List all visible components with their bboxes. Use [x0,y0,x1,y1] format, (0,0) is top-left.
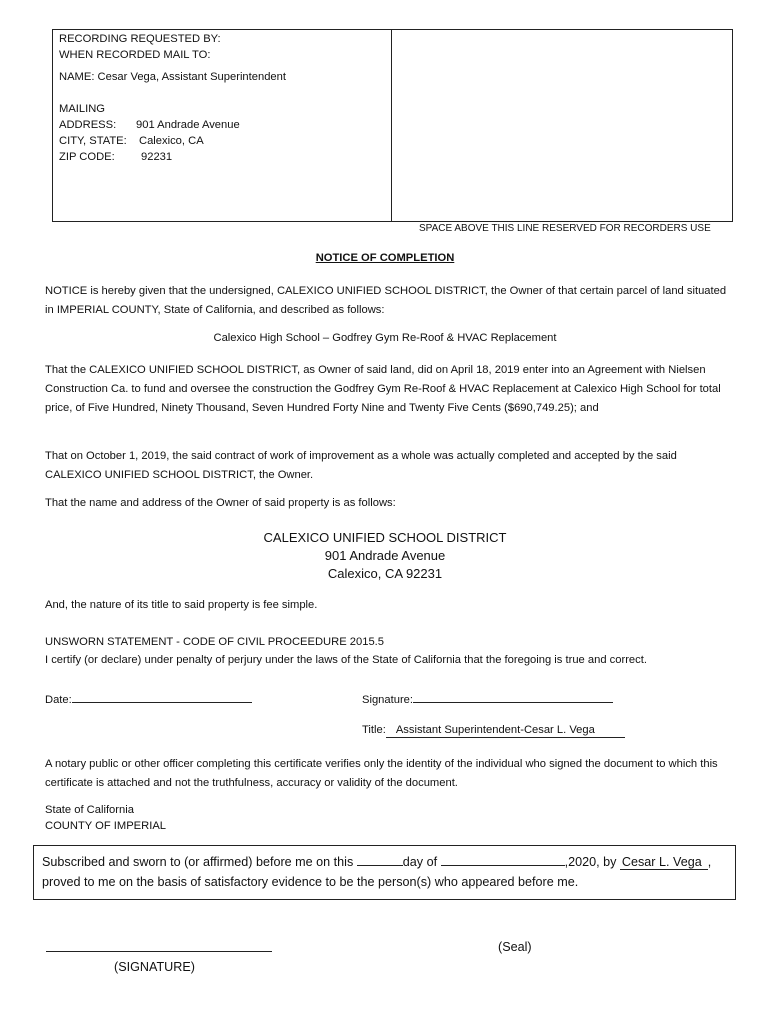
day-blank[interactable] [357,852,403,866]
notary-signature-line[interactable] [46,951,272,952]
date-field[interactable] [45,690,252,706]
date-blank[interactable] [72,690,252,703]
certify-statement: I certify (or declare) under penalty of perjury under the laws of the State of California that the foregoing is true and correct. [45,654,647,666]
recorders-note: SPACE ABOVE THIS LINE RESERVED FOR RECORDERS USE [419,223,711,234]
state-line: State of California [45,804,134,816]
month-blank[interactable] [441,852,565,866]
title-value: Assistant Superintendent-Cesar L. Vega [386,724,625,738]
venue-block [45,802,166,834]
owner-intro: That the name and address of the Owner of said property is as follows: [45,497,396,509]
notary-paragraph: A notary public or other officer completing this certificate verifies only the identity of the individual who signed the document to which this certificate is attached and not the truthfulness, accuracy or validity of the document. [45,758,718,789]
recorder-divider [391,29,392,222]
city-value: Calexico, CA [139,135,204,147]
zip-value: 92231 [141,151,173,163]
sworn-name: Cesar L. Vega [620,855,708,870]
mailing-label: MAILING [59,103,106,115]
address-value: 901 Andrade Avenue [136,119,240,131]
recording-requested-by: RECORDING REQUESTED BY: [59,33,221,45]
recording-info [59,31,286,165]
title-field [362,724,625,738]
day-of-label: day of [402,855,438,869]
sworn-text: Subscribed and sworn to (or affirmed) before me on this [42,855,354,869]
title-nature: And, the nature of its title to said property is fee simple. [45,599,318,611]
year-label: ,2020, by [564,855,617,869]
owner-city: Calexico, CA 92231 [327,566,443,581]
sworn-comma: , [707,855,712,869]
owner-street: 901 Andrade Avenue [324,548,446,563]
signature-blank[interactable] [413,690,613,703]
document-title: NOTICE OF COMPLETION [315,252,455,264]
address-label: ADDRESS: [59,119,117,131]
owner-address-block [0,529,770,583]
title-label: Title: [362,724,386,736]
name-line: NAME: Cesar Vega, Assistant Superintendent [59,71,286,83]
signature-label: Signature: [362,694,413,706]
when-recorded-mail-to: WHEN RECORDED MAIL TO: [59,49,211,61]
city-row [59,133,286,149]
zip-label: ZIP CODE: [59,151,115,163]
sworn-line-1 [42,852,711,870]
county-line: COUNTY OF IMPERIAL [45,820,167,832]
address-row [59,117,286,133]
signature-field[interactable] [362,690,613,706]
signature-caption: (SIGNATURE) [114,960,195,974]
zip-row [59,149,286,165]
unsworn-heading: UNSWORN STATEMENT - CODE OF CIVIL PROCEEDURE 2015.5 [45,636,384,648]
notice-paragraph: NOTICE is hereby given that the undersigned, CALEXICO UNIFIED SCHOOL DISTRICT, the Owner of that certain parcel of land situated in IMPERIAL COUNTY, State of California, and described as follows: [45,285,727,316]
seal-label: (Seal) [498,940,532,954]
owner-name: CALEXICO UNIFIED SCHOOL DISTRICT [263,530,507,545]
sworn-line-2: proved to me on the basis of satisfactory evidence to be the person(s) who appeared before me. [42,875,579,889]
date-label: Date: [45,694,72,706]
project-name: Calexico High School – Godfrey Gym Re-Roof & HVAC Replacement [213,332,557,344]
city-label: CITY, STATE: [59,135,127,147]
agreement-paragraph: That the CALEXICO UNIFIED SCHOOL DISTRICT, as Owner of said land, did on April 18, 2019 enter into an Agreement with Nielsen Construction Ca. to fund and oversee the construction the Godfrey Gym Re-Roof & HVAC Replacement at Calexico High School for total price, of Five Hundred, Ninety Thousand, Seven Hundred Forty Nine and Twenty Five Cents ($690,749.25); and [45,364,721,414]
completion-paragraph: That on October 1, 2019, the said contract of work of improvement as a whole was actually completed and accepted by the said CALEXICO UNIFIED SCHOOL DISTRICT, the Owner. [45,450,677,481]
